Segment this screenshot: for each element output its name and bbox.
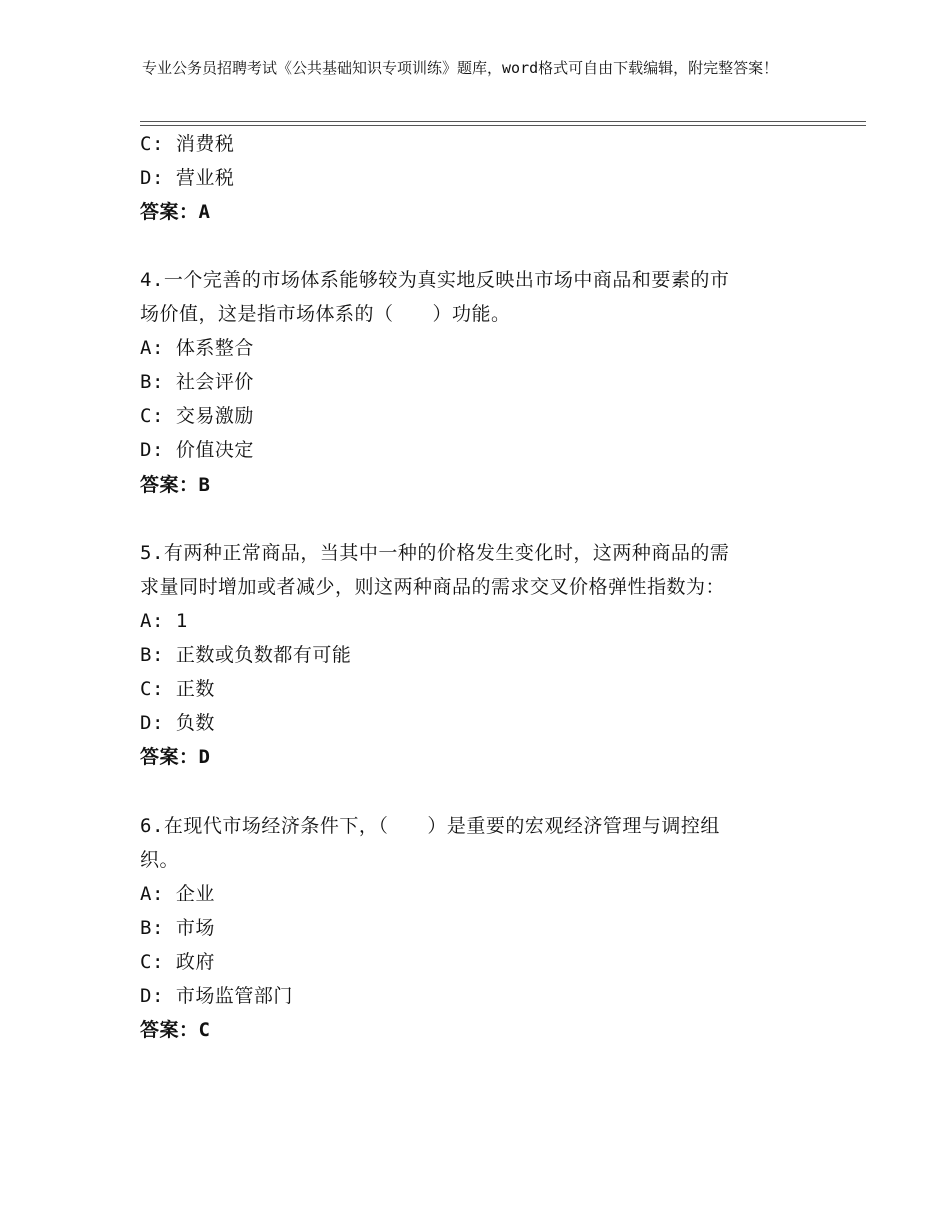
option-c: C: 正数: [140, 678, 215, 700]
option-d: D: 营业税: [140, 167, 235, 189]
option-d: D: 市场监管部门: [140, 985, 293, 1007]
option-b: B: 社会评价: [140, 371, 254, 393]
option-d: D: 价值决定: [140, 439, 254, 461]
option-b: B: 正数或负数都有可能: [140, 644, 352, 666]
option-a: A: 体系整合: [140, 337, 254, 359]
question-5-line-2: 求量同时增加或者减少，则这两种商品的需求交叉价格弹性指数为：: [140, 576, 726, 598]
answer-label: 答案：C: [140, 1019, 211, 1041]
page-header-text: 专业公务员招聘考试《公共基础知识专项训练》题库，word格式可自由下载编辑，附完整答案！: [142, 59, 779, 77]
option-b: B: 市场: [140, 917, 215, 939]
option-d: D: 负数: [140, 712, 215, 734]
answer-label: 答案：B: [140, 474, 211, 496]
header-divider: [140, 121, 866, 126]
question-6-line-2: 织。: [140, 849, 180, 871]
question-4-line-2: 场价值，这是指市场体系的（ ）功能。: [140, 303, 511, 325]
question-5-line-1: 5.有两种正常商品，当其中一种的价格发生变化时，这两种商品的需: [140, 542, 730, 564]
answer-label: 答案：A: [140, 201, 211, 223]
option-c: C: 消费税: [140, 133, 235, 155]
question-6-line-1: 6.在现代市场经济条件下，（ ）是重要的宏观经济管理与调控组: [140, 815, 720, 837]
answer-label: 答案：D: [140, 746, 211, 768]
option-c: C: 交易激励: [140, 405, 254, 427]
question-4-line-1: 4.一个完善的市场体系能够较为真实地反映出市场中商品和要素的市: [140, 269, 730, 291]
option-c: C: 政府: [140, 951, 215, 973]
option-a: A: 1: [140, 610, 188, 632]
option-a: A: 企业: [140, 883, 215, 905]
